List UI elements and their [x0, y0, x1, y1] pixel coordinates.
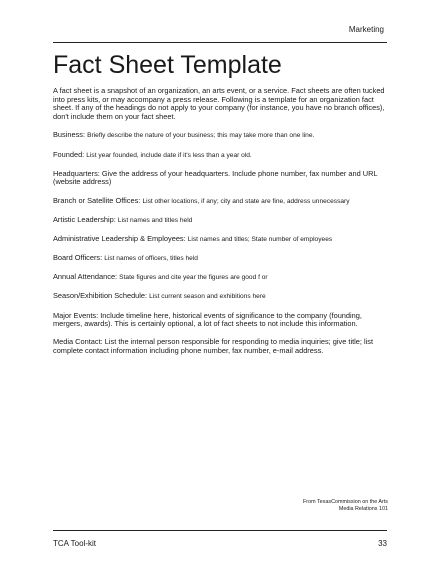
section-text: State figures and cite year the figures are good f or: [119, 274, 268, 282]
section-text: List other locations, if any; city and state are fine, address unnecessary: [142, 197, 350, 205]
section-text: List names and titles; State number of employees: [187, 235, 333, 243]
section-text: List current season and exhibitions here: [149, 293, 266, 301]
section-business: [53, 131, 388, 141]
section-text: Give the address of your headquarters. Include phone number, fax number and URL (website address): [53, 168, 378, 187]
page-number: 33: [378, 539, 387, 548]
section-text: Briefly describe the nature of your business; this may take more than one line.: [87, 132, 315, 140]
section-artistic-leadership: [53, 216, 388, 226]
section-text: List names and titles held: [117, 216, 193, 224]
section-label: Annual Attendance:: [53, 272, 118, 282]
section-label: Media Contact:: [53, 337, 103, 347]
section-label: Founded:: [53, 149, 85, 159]
intro-paragraph: A fact sheet is a snapshot of an organization, an arts event, or a service. Fact sheets are often tucked into press kits, or may accompany a press release. Following is a template for an organization fact sheet. If any of the headings do not apply to your company (for instance, you have no branch offices), don't include them on your fact sheet.: [53, 86, 385, 121]
section-board-officers: [53, 254, 388, 264]
section-annual-attendance: [53, 273, 388, 283]
section-season-schedule: [53, 292, 388, 302]
section-label: Board Officers:: [53, 253, 103, 263]
section-branch-offices: [53, 197, 388, 207]
section-label: Headquarters:: [53, 168, 100, 178]
header-rule: [53, 42, 387, 43]
footer-rule: [53, 530, 387, 531]
section-media-contact: [53, 338, 388, 355]
section-text: Include timeline here, historical events of significance to the company (founding, mergers, awards). This is certainly optional, a lot of fact sheets to not include this information.: [53, 310, 362, 329]
section-text: List names of officers, titles held: [104, 255, 198, 263]
footer-left-label: TCA Tool-kit: [53, 539, 96, 548]
page-title: Fact Sheet Template: [53, 51, 282, 79]
credit-source: From TexasCommission on the Arts: [303, 499, 388, 505]
section-label: Artistic Leadership:: [53, 214, 116, 224]
section-text: List year founded, include date if it's less than a year old.: [86, 151, 252, 159]
credit-publication: Media Relations 101: [338, 506, 388, 512]
source-credit: [303, 499, 388, 513]
section-text: List the internal person responsible for responding to media inquiries; give title; list complete contact information including phone number, fax number, e-mail address.: [53, 337, 374, 356]
section-major-events: [53, 312, 388, 329]
section-label: Season/Exhibition Schedule:: [53, 291, 148, 301]
section-label: Business:: [53, 130, 86, 140]
section-founded: [53, 151, 388, 161]
section-administrative-leadership: [53, 235, 388, 245]
header-label: Marketing: [348, 25, 384, 34]
section-label: Branch or Satellite Offices:: [53, 195, 141, 205]
document-body: [53, 87, 388, 365]
section-label: Administrative Leadership & Employees:: [53, 233, 186, 243]
section-label: Major Events:: [53, 310, 99, 320]
section-headquarters: [53, 170, 388, 187]
